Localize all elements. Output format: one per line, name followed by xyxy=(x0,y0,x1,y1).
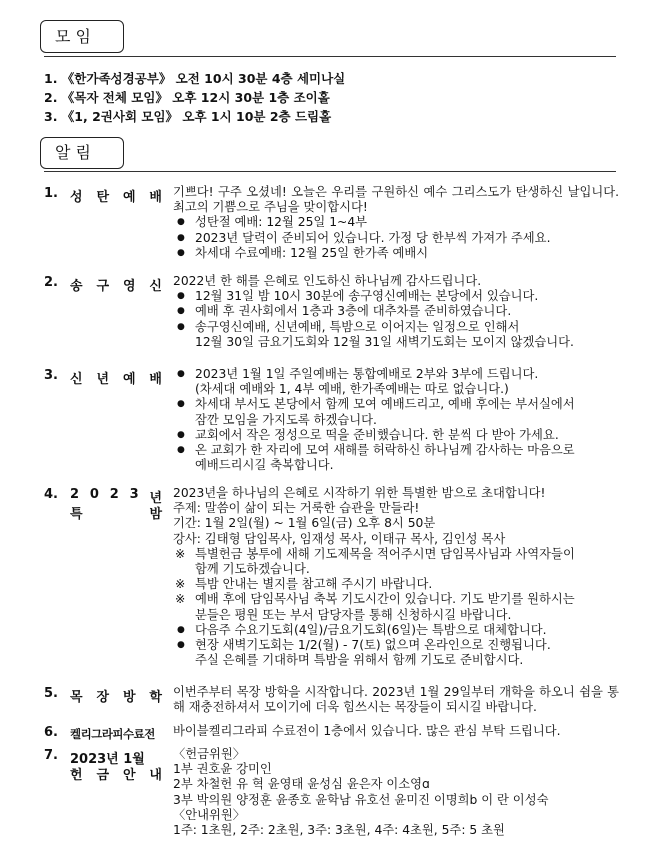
notice-body-special-night: 2023년을 하나님의 은혜로 시작하기 위한 특별한 밤으로 초대합니다! 주제: 말씀이 삶이 되는 거룩한 습관을 만들라! 기간: 1월 2일(월) ~ 1월 6일(금) 오후 8시 50분 강사: 김태형 담임목사, 임재성 목사, 이태규 목사, 김인성 목사 ※ 특별헌금 봉투에 새해 기도제목을 적어주시면 담임목사님과 사역자들이 함께 기도하겠습니다. ※ 특밤 안내는 별지를 참고해 주시기 바랍니다. ※ 예배 후에 담임목사님 축복 기도시간이 있습니다. 기도 받기를 원하시는 분들은 평원 또는 부서 담당자를 통해 신청하시길 바랍니다. ● 다음주 수요기도회(4일)/금요기도회(6일)는 특밤으로 대체합니다. ● 현장 새벽기도회는 1/2(월) - 7(토) 없으며 온라인으로 진행됩니다. 주실 은혜를 기대하며 특밤을 위해서 함께 기도로 준비합시다. xyxy=(173,486,619,668)
notice-body-new-year-worship: ● 2023년 1월 1일 주일예배는 통합예배로 2부와 3부에 드립니다. (차세대 예배와 1, 4부 예배, 한가족예배는 따로 없습니다.) ● 차세대 부서도 본당에서 함께 모여 예배드리고, 예배 후에는 부서실에서 잠깐 모임을 가지도록 하겠습니다. ● 교회에서 작은 정성으로 떡을 준비했습니다. 한 분씩 다 받아 가세요. ● 온 교회가 한 자리에 모여 새해를 허락하신 하나님께 감사하는 마음으로 예배드리시길 축복합니다. xyxy=(173,367,619,473)
meetings-header: 모 임 xyxy=(40,20,124,53)
notice-title: 2 0 2 3 년 xyxy=(70,487,162,506)
notice-title: 켈리그라피수료전 xyxy=(70,727,155,741)
notice-body-calligraphy: 바이블켈리그라피 수료전이 1층에서 있습니다. 많은 관심 부탁 드립니다. xyxy=(173,724,561,738)
notices-header: 알 림 xyxy=(40,137,124,169)
meeting-item: 3. 《1, 2권사회 모임》 오후 1시 10분 2층 드림홀 xyxy=(44,109,332,124)
notice-number: 2. xyxy=(44,275,58,290)
notice-body-new-year-eve: 2022년 한 해를 은혜로 인도하신 하나님께 감사드립니다. ● 12월 31일 밤 10시 30분에 송구영신예배는 본당에서 있습니다. ● 예배 후 권사회에서 1층과 3층에 대추차를 준비하였습니다. ● 송구영신예배, 신년예배, 특밤으로 이어지는 일정으로 인해서 12월 30일 금요기도회와 12월 31일 새벽기도회는 모이지 않겠습니다. xyxy=(173,274,619,350)
divider xyxy=(44,56,616,57)
divider xyxy=(44,171,616,172)
notice-body-christmas: 기쁘다! 구주 오셨네! 오늘은 우리를 구원하신 예수 그리스도가 탄생하신 날입니다. 최고의 기쁨으로 주님을 맞이합시다! ● 성탄절 예배: 12월 25일 1~4부 ● 2023년 달력이 준비되어 있습니다. 가정 당 한부씩 가져가 주세요. ● 차세대 수료예배: 12월 25일 한가족 예배시 xyxy=(173,185,619,261)
notice-title: 2023년 1월 xyxy=(70,752,145,767)
notice-title: 성 탄 예 배 xyxy=(70,190,162,205)
notice-number: 3. xyxy=(44,368,58,383)
notice-number: 1. xyxy=(44,186,58,201)
meeting-item: 2. 《목자 전체 모임》 오후 12시 30분 1층 조이홀 xyxy=(44,90,330,105)
notice-title: 목 장 방 학 xyxy=(70,690,162,705)
notice-number: 7. xyxy=(44,748,58,763)
notice-number: 5. xyxy=(44,686,58,701)
notice-number: 4. xyxy=(44,487,58,502)
notice-title: 신 년 예 배 xyxy=(70,372,162,387)
notice-number: 6. xyxy=(44,725,58,740)
notice-body-offering: 〈헌금위원〉 1부 권호윤 강미인 2부 차철헌 유 혁 윤영태 윤성심 윤은자 이소영ɑ 3부 박의원 양정훈 윤종호 윤학남 유호선 윤미진 이명희b 이 란 이성숙 〈안내위원〉 1주: 1초원, 2주: 2초원, 3주: 3초원, 4주: 4초원, 5주: 5 초원 xyxy=(173,747,549,838)
meeting-item: 1. 《한가족성경공부》 오전 10시 30분 4층 세미나실 xyxy=(44,71,346,86)
notice-title: 특 밤 xyxy=(70,507,162,522)
notice-title: 송 구 영 신 xyxy=(70,279,162,294)
notice-body-cell-break: 이번주부터 목장 방학을 시작합니다. 2023년 1월 29일부터 개학을 하오니 쉼을 통해 재충전하셔서 모이기에 더욱 힘쓰시는 목장들이 되시길 바랍니다. xyxy=(173,685,619,715)
notice-title: 헌 금 안 내 xyxy=(70,768,162,783)
